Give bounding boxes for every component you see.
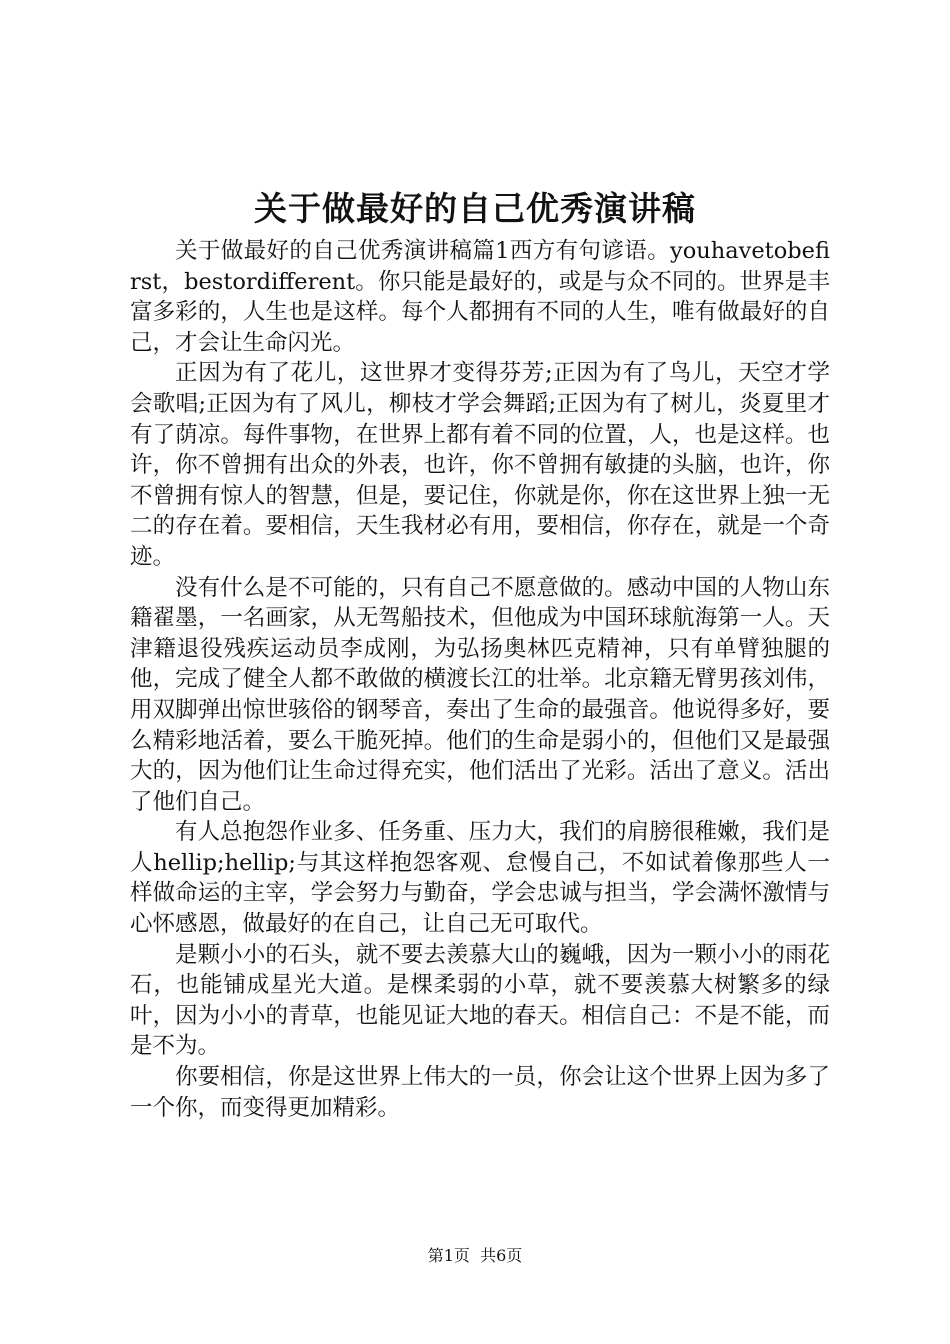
paragraph-2: 正因为有了花儿，这世界才变得芬芳;正因为有了鸟儿，天空才学会歌唱;正因为有了风儿，柳枝才学会舞蹈;正因为有了树儿，炎夏里才有了荫凉。每件事物，在世界上都有着不同的位置，人，也是这样。也许，你不曾拥有出众的外表，也许，你不曾拥有敏捷的头脑，也许，你不曾拥有惊人的智慧，但是，要记住，你就是你，你在这世界上独一无二的存在着。要相信，天生我材必有用，要相信，你存在，就是一个奇迹。 [130,360,830,570]
paragraph-3: 没有什么是不可能的，只有自己不愿意做的。感动中国的人物山东籍翟墨，一名画家，从无驾船技术，但他成为中国环球航海第一人。天津籍退役残疾运动员李成刚，为弘扬奥林匹克精神，只有单臂独腿的他，完成了健全人都不敢做的横渡长江的壮举。北京籍无臂男孩刘伟，用双脚弹出惊世骇俗的钢琴音，奏出了生命的最强音。他说得多好，要么精彩地活着，要么干脆死掉。他们的生命是弱小的，但他们又是最强大的，因为他们让生命过得充实，他们活出了光彩。活出了意义。活出了他们自己。 [130,574,830,815]
paragraph-6: 你要相信，你是这世界上伟大的一员，你会让这个世界上因为多了一个你，而变得更加精彩。 [130,1064,830,1121]
document-title: 关于做最好的自己优秀演讲稿 [254,189,696,228]
document-body [130,236,830,1123]
paragraph-5: 是颗小小的石头，就不要去羡慕大山的巍峨，因为一颗小小的雨花石，也能铺成星光大道。是棵柔弱的小草，就不要羡慕大树繁多的绿叶，因为小小的青草，也能见证大地的春天。相信自己：不是不能，而是不为。 [130,941,830,1060]
paragraph-1: 关于做最好的自己优秀演讲稿篇1西方有句谚语。youhavetobefirst，bestordifferent。你只能是最好的，或是与众不同的。世界是丰富多彩的，人生也是这样。每个人都拥有不同的人生，唯有做最好的自己，才会让生命闪光。 [130,238,830,356]
page-number-label: 第1页 共6页 [427,1246,523,1265]
page-footer [0,1244,950,1268]
paragraph-4: 有人总抱怨作业多、任务重、压力大，我们的肩膀很稚嫩，我们是人hellip;hellip;与其这样抱怨客观、怠慢自己，不如试着像那些人一样做命运的主宰，学会努力与勤奋，学会忠诚与担当，学会满怀激情与心怀感恩，做最好的在自己，让自己无可取代。 [130,819,830,938]
